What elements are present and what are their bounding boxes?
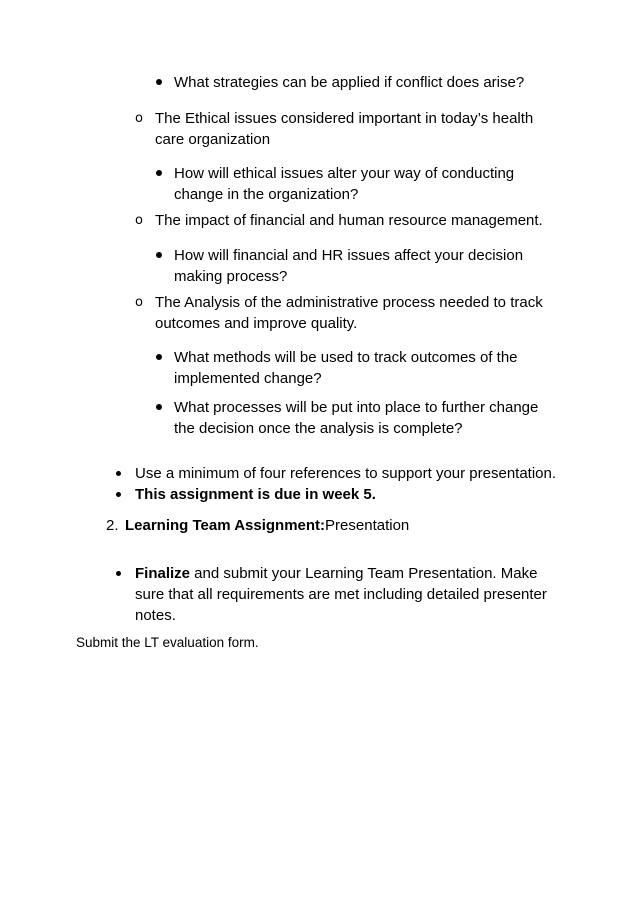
item-number: 2. [106, 517, 119, 534]
ethical-issues-line2: care organization [155, 131, 271, 148]
analysis-line1: The Analysis of the administrative process needed to track [155, 294, 543, 311]
analysis-line2: outcomes and improve quality. [155, 315, 358, 332]
impact-financial-hr: The impact of financial and human resource management. [155, 212, 543, 229]
question-processes-line2: the decision once the analysis is complete? [174, 420, 463, 437]
finalize-line2: sure that all requirements are met including detailed presenter [135, 586, 547, 603]
question-methods-line1: What methods will be used to track outcomes of the [174, 349, 518, 366]
learning-team-subtitle: Presentation [325, 517, 410, 534]
bullet-dot [156, 79, 162, 85]
bullet-dot [156, 252, 162, 258]
circle-bullet: o [135, 213, 143, 228]
bullet-dot [116, 492, 121, 497]
question-impact-line2: making process? [174, 268, 288, 285]
learning-team-heading [125, 515, 409, 537]
bullet-dot [156, 170, 162, 176]
bullet-dot [156, 354, 162, 360]
question-processes-line1: What processes will be put into place to further change [174, 399, 539, 416]
bullet-dot [116, 571, 121, 576]
circle-bullet: o [135, 295, 143, 310]
bullet-dot [116, 471, 121, 476]
references-requirement: Use a minimum of four references to support your presentation. [135, 465, 557, 482]
finalize-rest: and submit your Learning Team Presentation. Make [190, 565, 538, 582]
submit-evaluation-note: Submit the LT evaluation form. [76, 635, 259, 650]
question-methods-line2: implemented change? [174, 370, 322, 387]
ethical-issues-line1: The Ethical issues considered important in today’s health [155, 110, 534, 127]
finalize-line3: notes. [135, 607, 176, 624]
question-conflict: What strategies can be applied if conflict does arise? [174, 74, 525, 91]
learning-team-title: Learning Team Assignment: [125, 517, 326, 534]
question-ethical-line1: How will ethical issues alter your way of conducting [174, 165, 515, 182]
question-impact-line1: How will financial and HR issues affect your decision [174, 247, 524, 264]
question-ethical-line2: change in the organization? [174, 186, 359, 203]
circle-bullet: o [135, 111, 143, 126]
due-date-note: This assignment is due in week 5. [135, 486, 376, 503]
finalize-bold: Finalize [135, 565, 191, 582]
bullet-dot [156, 404, 162, 410]
finalize-line1 [135, 563, 537, 585]
